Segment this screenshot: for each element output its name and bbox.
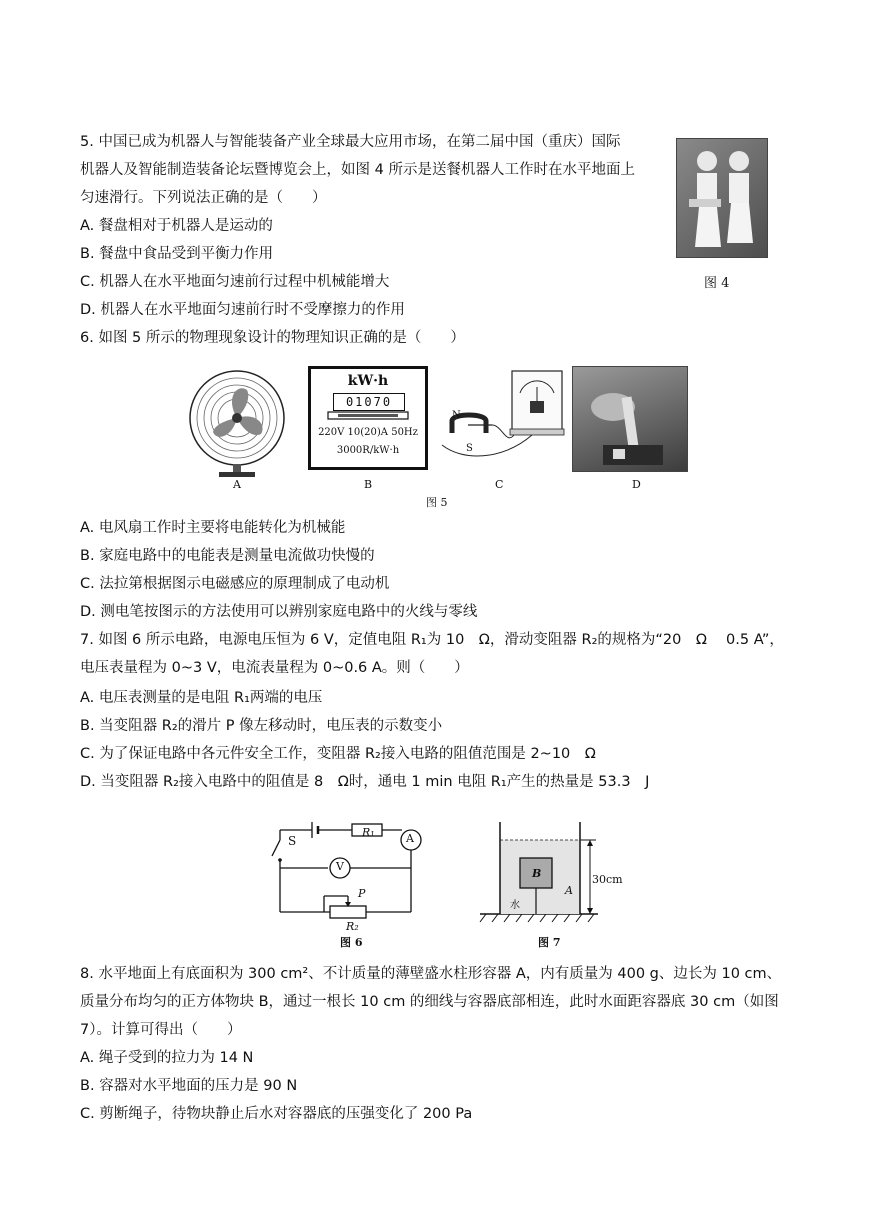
q8-option-a: A. 绳子受到的拉力为 14 N [80,1050,254,1066]
q7-line-1: 7. 如图 6 所示电路，电源电压恒为 6 V，定值电阻 R₁为 10 Ω，滑动变阻器 R₂的规格为“20 Ω 0.5 A”， [80,632,784,648]
figure-6-caption: 图 6 [340,936,363,949]
fig5-label-d: D [632,478,641,491]
q7-option-a: A. 电压表测量的是电阻 R₁两端的电压 [80,690,323,706]
robot-photo [676,138,768,258]
q6-option-d: D. 测电笔按图示的方法使用可以辨别家庭电路中的火线与零线 [80,604,478,620]
q7-option-b: B. 当变阻器 R₂的滑片 P 像左移动时，电压表的示数变小 [80,718,443,734]
r2-label: R₂ [346,920,359,933]
height-label: 30cm [592,873,623,886]
magnet-s-label: S [466,443,473,454]
q5-option-b: B. 餐盘中食品受到平衡力作用 [80,246,274,262]
q8-option-c: C. 剪断绳子，待物块静止后水对容器底的压强变化了 200 Pa [80,1106,473,1122]
r1-label: R₁ [362,826,375,839]
voltmeter-label: V [336,860,344,873]
robot-icon [677,139,767,257]
fan-icon [185,368,295,478]
q5-line-3: 匀速滑行。下列说法正确的是（ ） [80,190,327,206]
container-diagram [480,812,630,922]
q5-line-2: 机器人及智能制造装备论坛暨博览会上，如图 4 所示是送餐机器人工作时在水平地面上 [80,162,635,178]
q8-option-b: B. 容器对水平地面的压力是 90 N [80,1078,298,1094]
slider-p-label: P [358,887,366,900]
q8-line-2: 质量分布均匀的正方体物块 B，通过一根长 10 cm 的细线与容器底部相连，此时水面距容器底 30 cm（如图 [80,994,779,1010]
q8-line-3: 7）。计算可得出（ ） [80,1022,242,1038]
q6-stem: 6. 如图 5 所示的物理现象设计的物理知识正确的是（ ） [80,330,465,346]
q5-option-d: D. 机器人在水平地面匀速前行时不受摩擦力的作用 [80,302,405,318]
meter-spec: 220V 10(20)A 50Hz [318,427,418,438]
q5-line-1: 5. 中国已成为机器人与智能装备产业全球最大应用市场，在第二届中国（重庆）国际 [80,134,621,150]
fig5-label-c: C [495,478,504,491]
magnet-n-label: N [452,410,461,421]
container-a-label: A [565,884,573,897]
ammeter-label: A [406,832,414,845]
q8-line-1: 8. 水平地面上有底面积为 300 cm²、不计质量的薄壁盛水柱形容器 A，内有质量为 400 g、边长为 10 cm、 [80,966,782,982]
q6-option-a: A. 电风扇工作时主要将电能转化为机械能 [80,520,346,536]
figure-7-caption: 图 7 [538,936,561,949]
fig5-label-a: A [233,478,241,491]
q7-option-c: C. 为了保证电路中各元件安全工作，变阻器 R₂接入电路的阻值范围是 2~10 Ω [80,746,596,762]
q5-option-c: C. 机器人在水平地面匀速前行过程中机械能增大 [80,274,390,290]
test-pen-photo [572,366,688,472]
meter-reading: 01070 [333,393,405,411]
water-label: 水 [510,900,520,911]
q6-option-b: B. 家庭电路中的电能表是测量电流做功快慢的 [80,548,375,564]
figure-5-caption: 图 5 [426,496,448,509]
meter-disc-slot [328,412,408,420]
q7-line-2: 电压表量程为 0~3 V，电流表量程为 0~0.6 A。则（ ） [80,660,469,676]
test-pen-icon [573,367,687,471]
block-b-label: B [532,867,542,880]
circuit-diagram [268,812,428,922]
q7-option-d: D. 当变阻器 R₂接入电路中的阻值是 8 Ω时，通电 1 min 电阻 R₁产生的热量是 53.3 J [80,774,650,790]
meter-unit: kW·h [347,373,389,389]
q5-option-a: A. 餐盘相对于机器人是运动的 [80,218,273,234]
q6-option-c: C. 法拉第根据图示电磁感应的原理制成了电动机 [80,576,390,592]
switch-label: S [288,834,297,848]
fig5-label-b: B [364,478,373,491]
figure-4-caption: 图 4 [704,276,730,291]
meter-rev: 3000R/kW·h [336,445,400,456]
